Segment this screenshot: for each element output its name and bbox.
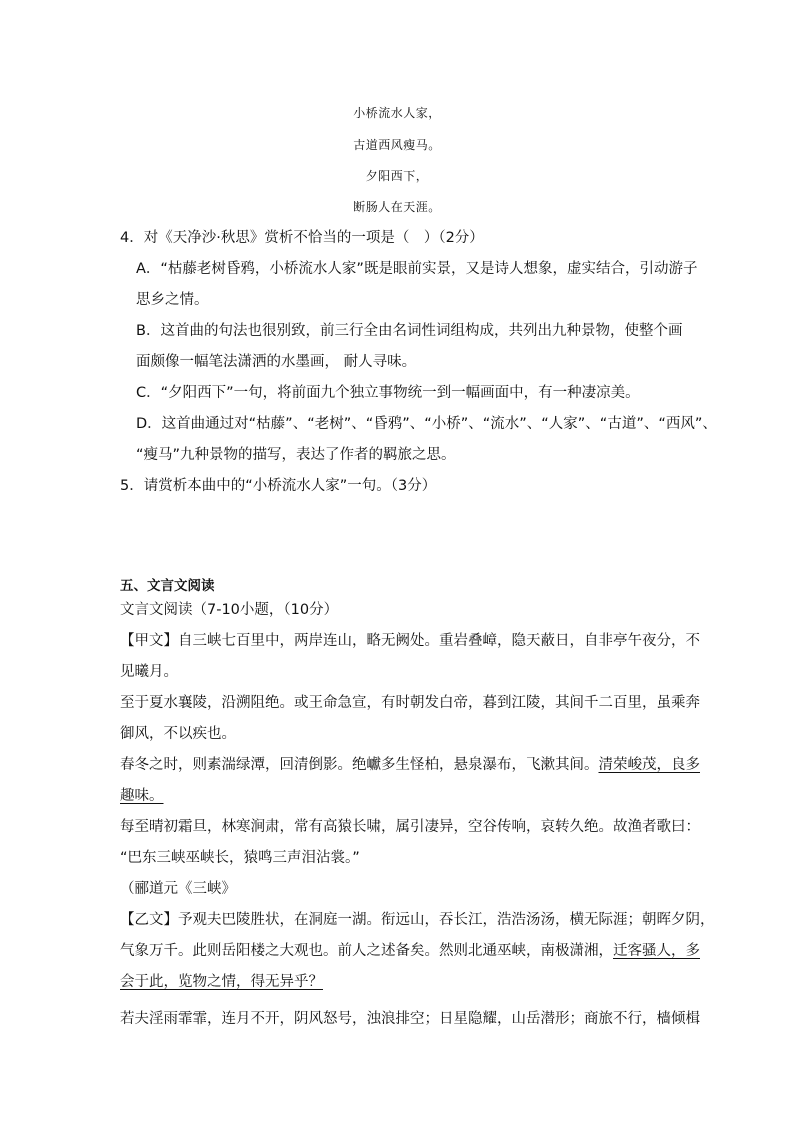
underlined-phrase-2: 迁客骚人，多 bbox=[613, 943, 700, 959]
option-d-line-1: D．这首曲通过对“枯藤”、“老树”、“昏鸦”、“小桥”、“流水”、“人家”、“古道”、“西风”、 bbox=[136, 416, 717, 432]
underlined-phrase-1: 清荣峻茂，良多 bbox=[598, 757, 700, 773]
option-b-line-2: 面颇像一幅笔法潇洒的水墨画， 耐人寻味。 bbox=[136, 354, 417, 370]
jia-line-5 bbox=[120, 755, 700, 775]
yi-line-2-text: 气象万千。此则岳阳楼之大观也。前人之述备矣。然则北通巫峡，南极潇湘， bbox=[120, 943, 613, 959]
yi-line-4: 若夫淫雨霏霏，连月不开，阴风怒号，浊浪排空；日星隐耀，山岳潜形；商旅不行，樯倾楫 bbox=[120, 1011, 700, 1027]
option-c: C．“夕阳西下”一句，将前面九个独立事物统一到一幅画面中，有一种凄凉美。 bbox=[136, 385, 640, 401]
option-a-line-2: 思乡之情。 bbox=[136, 292, 209, 308]
underlined-phrase-2-cont: 会于此，览物之情，得无异乎？ bbox=[120, 974, 323, 990]
jia-line-3: 至于夏水襄陵，沿溯阻绝。或王命急宣，有时朝发白帝，暮到江陵，其间千二百里，虽乘奔 bbox=[120, 695, 700, 711]
jia-source: （郦道元《三峡》 bbox=[120, 881, 236, 897]
yi-line-2 bbox=[120, 941, 700, 961]
jia-line-2: 见曦月。 bbox=[120, 664, 178, 680]
section-intro: 文言文阅读（7-10小题，（10分） bbox=[120, 602, 339, 618]
underlined-phrase-1-cont: 趣味。 bbox=[120, 788, 164, 804]
question-4-stem: 4．对《天净沙·秋思》赏析不恰当的一项是（ ）（2分） bbox=[120, 230, 484, 246]
question-5: 5．请赏析本曲中的“小桥流水人家”一句。（3分） bbox=[120, 478, 437, 494]
section-title: 五、文言文阅读 bbox=[120, 578, 215, 594]
jia-line-4: 御风，不以疾也。 bbox=[120, 726, 236, 742]
jia-line-8: “巴东三峡巫峡长，猿鸣三声泪沾裳。” bbox=[120, 850, 360, 866]
option-a-line-1: A．“枯藤老树昏鸦，小桥流水人家”既是眼前实景，又是诗人想象，虚实结合，引动游子 bbox=[136, 261, 698, 277]
jia-line-7: 每至晴初霜旦，林寒涧肃，常有高猿长啸，属引凄异，空谷传响，哀转久绝。故渔者歌曰： bbox=[120, 819, 700, 835]
jia-line-1: 【甲文】自三峡七百里中，两岸连山，略无阙处。重岩叠嶂，隐天蔽日，自非亭午夜分，不 bbox=[120, 633, 700, 649]
jia-line-5-text: 春冬之时，则素湍绿潭，回清倒影。绝巘多生怪柏，悬泉瀑布，飞漱其间。 bbox=[120, 757, 599, 773]
poem-line-1: 小桥流水人家， bbox=[353, 106, 441, 120]
poem-line-3: 夕阳西下， bbox=[365, 169, 429, 183]
option-d-line-2: “瘦马”九种景物的描写，表达了作者的羁旅之思。 bbox=[136, 447, 456, 463]
option-b-line-1: B．这首曲的句法也很别致，前三行全由名词性词组构成，共列出九种景物，使整个画 bbox=[136, 323, 683, 339]
yi-line-1: 【乙文】予观夫巴陵胜状，在洞庭一湖。衔远山，吞长江，浩浩汤汤，横无际涯；朝晖夕阴， bbox=[120, 912, 715, 928]
poem-line-2: 古道西风瘦马。 bbox=[353, 138, 441, 152]
poem-line-4: 断肠人在天涯。 bbox=[353, 200, 441, 214]
